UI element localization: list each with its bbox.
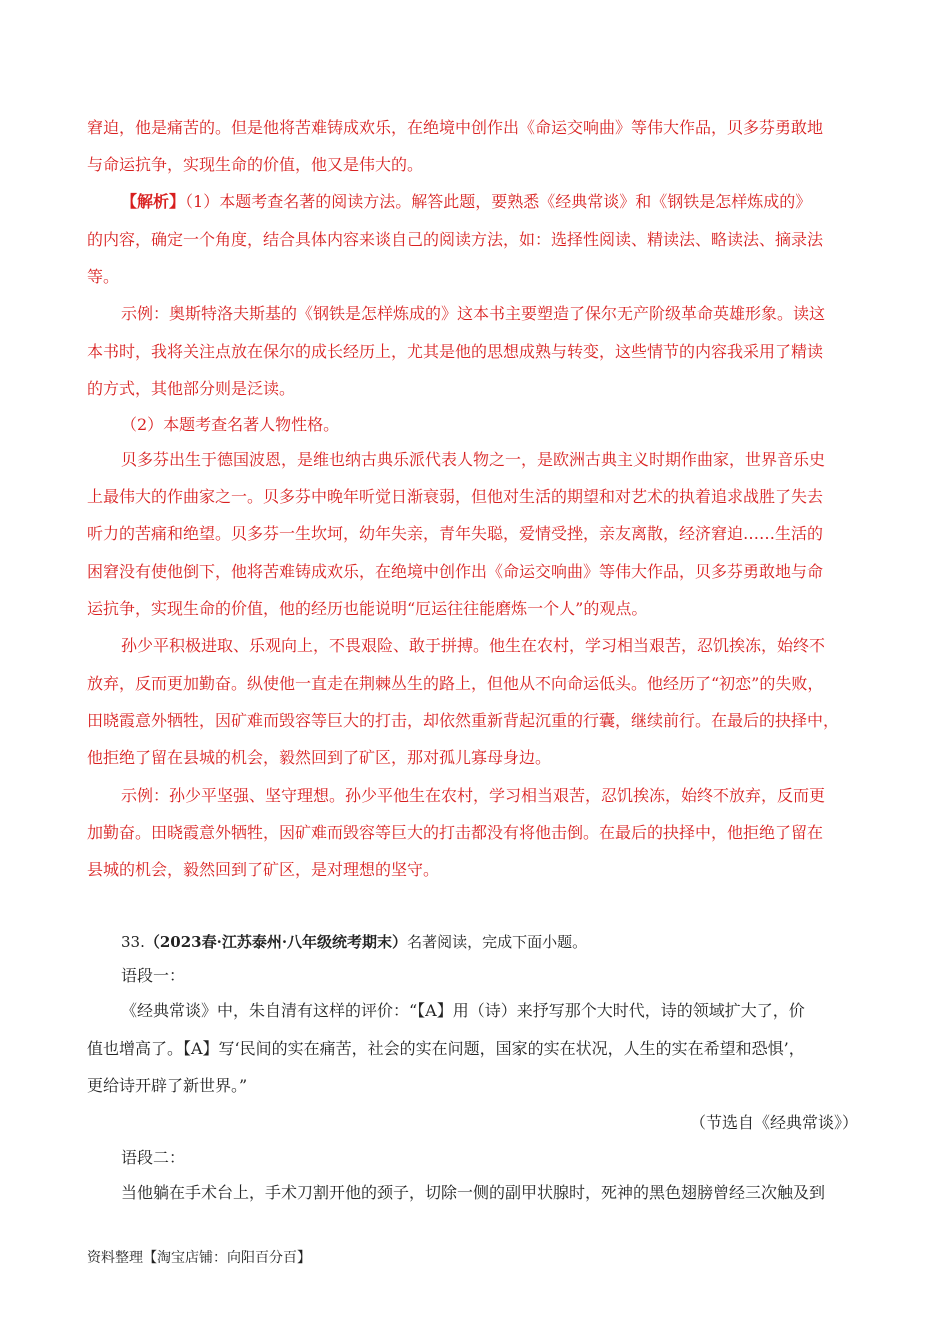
analysis-p1-line-3: 等。: [87, 267, 120, 286]
segment-2-label: 语段二：: [121, 1148, 186, 1167]
footer-note: 资料整理【淘宝店铺：向阳百分百】: [87, 1250, 311, 1266]
answer-line-1: 窘迫，他是痛苦的。但是他将苦难铸成欢乐，在绝境中创作出《命运交响曲》等伟大作品，贝多芬勇敢地: [87, 118, 824, 137]
question-source: （2023春·江苏泰州·八年级统考期末）: [144, 933, 408, 951]
example-2-line-1: 示例：孙少平坚强、坚守理想。孙少平他生在农村，学习相当艰苦，忍饥挨冻，始终不放弃，反而更: [121, 786, 826, 805]
segment-1-line-2: 值也增高了。【A】写‘民间的实在痛苦，社会的实在问题，国家的实在状况，人生的实在希望和恐惧’，: [87, 1039, 805, 1058]
sun-line-1: 孙少平积极进取、乐观向上，不畏艰险、敢于拼搏。他生在农村，学习相当艰苦，忍饥挨冻，始终不: [121, 636, 826, 655]
analysis-paragraph-1: [121, 192, 811, 212]
analysis-p1-line-2: 的内容，确定一个角度，结合具体内容来谈自己的阅读方法，如：选择性阅读、精读法、略读法、摘录法: [87, 230, 824, 249]
beethoven-line-3: 听力的苦痛和绝望。贝多芬一生坎坷，幼年失亲，青年失聪，爱情受挫，亲友离散，经济窘迫……生活的: [87, 524, 824, 543]
analysis-p1-text: （1）本题考查名著的阅读方法。解答此题，要熟悉《经典常谈》和《钢铁是怎样炼成的》: [185, 192, 812, 211]
question-number: 33.: [121, 933, 145, 951]
segment-2-line-1: 当他躺在手术台上，手术刀割开他的颈子，切除一侧的副甲状腺时，死神的黑色翅膀曾经三次触及到: [121, 1183, 826, 1202]
segment-1-label: 语段一：: [121, 966, 186, 985]
question-33-heading: [121, 932, 587, 952]
beethoven-line-5: 运抗争，实现生命的价值，他的经历也能说明“厄运往往能磨炼一个人”的观点。: [87, 599, 648, 618]
beethoven-line-4: 困窘没有使他倒下，他将苦难铸成欢乐，在绝境中创作出《命运交响曲》等伟大作品，贝多芬勇敢地与命: [87, 562, 824, 581]
analysis-tag: 【解析】: [121, 192, 186, 211]
beethoven-line-2: 上最伟大的作曲家之一。贝多芬中晚年听觉日渐衰弱，但他对生活的期望和对艺术的执着追求战胜了失去: [87, 487, 824, 506]
question-prompt: 名著阅读，完成下面小题。: [407, 933, 588, 951]
answer-line-2: 与命运抗争，实现生命的价值，他又是伟大的。: [87, 155, 424, 174]
example-1-line-1: 示例：奥斯特洛夫斯基的《钢铁是怎样炼成的》这本书主要塑造了保尔无产阶级革命英雄形象。读这: [121, 304, 826, 323]
sun-line-4: 他拒绝了留在县城的机会，毅然回到了矿区，那对孤儿寡母身边。: [87, 748, 552, 767]
example-2-line-3: 县城的机会，毅然回到了矿区，是对理想的坚守。: [87, 860, 440, 879]
segment-1-line-3: 更给诗开辟了新世界。”: [87, 1076, 248, 1095]
segment-1-line-1: 《经典常谈》中，朱自清有这样的评价：“【A】用（诗）来抒写那个大时代，诗的领域扩大了，价: [121, 1001, 805, 1020]
sun-line-2: 放弃，反而更加勤奋。纵使他一直走在荆棘丛生的路上，但他从不向命运低头。他经历了“初恋”的失败，: [87, 674, 824, 693]
segment-1-source: （节选自《经典常谈》）: [689, 1113, 858, 1132]
example-1-line-3: 的方式，其他部分则是泛读。: [87, 379, 296, 398]
example-2-line-2: 加勤奋。田晓霞意外牺牲，因矿难而毁容等巨大的打击都没有将他击倒。在最后的抉择中，他拒绝了留在: [87, 823, 824, 842]
sun-line-3: 田晓霞意外牺牲，因矿难而毁容等巨大的打击，却依然重新背起沉重的行囊，继续前行。在最后的抉择中，: [87, 711, 840, 730]
beethoven-line-1: 贝多芬出生于德国波恩，是维也纳古典乐派代表人物之一，是欧洲古典主义时期作曲家，世界音乐史: [121, 450, 826, 469]
analysis-part-2: （2）本题考查名著人物性格。: [121, 415, 340, 434]
example-1-line-2: 本书时，我将关注点放在保尔的成长经历上，尤其是他的思想成熟与转变，这些情节的内容我采用了精读: [87, 342, 824, 361]
